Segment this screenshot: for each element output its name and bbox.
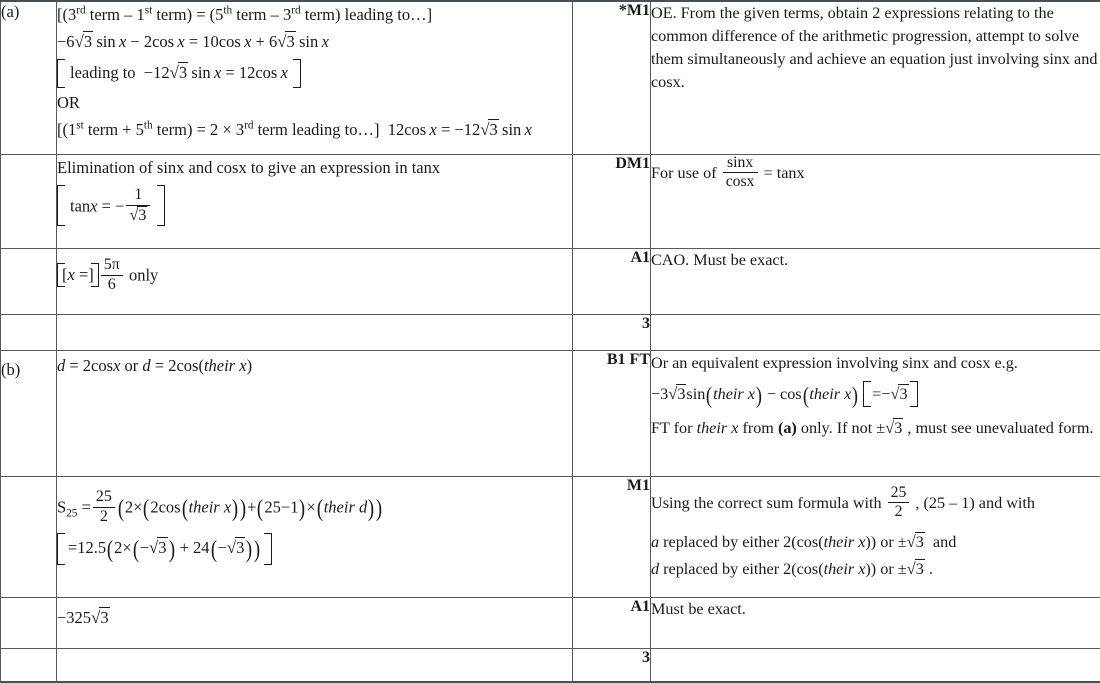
working-line-2: −6√3 sin x − 2cos x = 10cos x + 6√3 sin x <box>57 30 572 54</box>
note-line-3: d replaced by either 2(cos(their x)) or ±√3 . <box>651 557 1100 581</box>
table-row <box>1 1 1100 155</box>
mark-cell-b-total: 3 <box>573 649 651 683</box>
working-cell-b-total <box>57 649 573 683</box>
table-row <box>1 351 1100 477</box>
note-prefix: For use of <box>651 164 717 182</box>
mark-cell-a-total: 3 <box>573 315 651 351</box>
working-line-1: [(3rd term – 1st term) = (5th term – 3rd term) leading to…] <box>57 3 572 27</box>
row-part-label-blank-4 <box>1 477 57 598</box>
row-part-label-blank-2 <box>1 249 57 315</box>
row-part-label-blank-6 <box>1 649 57 683</box>
note-cell-a-dm1 <box>651 155 1100 249</box>
working-line-1: −325√3 <box>57 606 572 630</box>
table-row <box>1 477 1100 598</box>
table-row <box>1 649 1100 683</box>
note-line-2: −3√3sin(their x) − cos(their x) =−√3 <box>651 379 1100 407</box>
note-cell-a-m1: OE. From the given terms, obtain 2 expressions relating to the common difference of the arithmetic progression, attempt to solve them simultaneously and achieve an equation just involving sinx and cosx. <box>651 1 1100 155</box>
mark-cell-b-a1: A1 <box>573 598 651 649</box>
working-line-4-or: OR <box>57 91 572 115</box>
note-cell-a-a1: CAO. Must be exact. <box>651 249 1100 315</box>
row-part-label-b: (b) <box>1 351 57 477</box>
working-line-1: $S_{25}$ = $\frac{25}{2}$ (2×(2cos(their x))+(25−1)×(their d)) <box>57 489 572 525</box>
working-line-1: [x =] $\frac{5\pi}{6}$ only <box>57 257 572 293</box>
mark-cell-a-dm1: DM1 <box>573 155 651 249</box>
mark-cell-b-m1: M1 <box>573 477 651 598</box>
note-line-2: a replaced by either 2(cos(their x)) or ±√3 and <box>651 530 1100 554</box>
row-part-label-blank-5 <box>1 598 57 649</box>
note-suffix: = tanx <box>764 164 805 182</box>
working-cell-b-m1 <box>57 477 573 598</box>
table-row <box>1 249 1100 315</box>
working-line-1: Elimination of sinx and cosx to give an expression in tanx <box>57 156 572 180</box>
mark-cell-a-m1: *M1 <box>573 1 651 155</box>
mark-cell-b-b1: B1 FT <box>573 351 651 477</box>
note-line-1: Or an equivalent expression involving sinx and cosx e.g. <box>651 352 1100 375</box>
note-cell-b-total <box>651 649 1100 683</box>
table-row <box>1 598 1100 649</box>
working-line-1: d = 2cosx or d = 2cos(their x) <box>57 354 572 378</box>
sinx-over-cosx-fraction: $\frac{\sin x}{\cos x}$ <box>723 155 758 191</box>
note-line-3: FT for their x from (a) only. If not ±√3 , must see unevaluated form. <box>651 416 1100 440</box>
table-row <box>1 155 1100 249</box>
note-cell-b-a1: Must be exact. <box>651 598 1100 649</box>
row-part-label-blank-1 <box>1 155 57 249</box>
working-cell-a-a1 <box>57 249 573 315</box>
working-line-5: [(1st term + 5th term) = 2 × 3rd term leading to…] 12cos x = −12√3 sin x <box>57 118 572 142</box>
table-row <box>1 315 1100 351</box>
working-cell-a-dm1 <box>57 155 573 249</box>
working-cell-b-a1 <box>57 598 573 649</box>
working-cell-a-total <box>57 315 573 351</box>
working-line-2-bracketed: tanx = − $\frac{1}{√3}$ <box>57 183 572 226</box>
five-pi-over-six-fraction: $\frac{5\pi}{6}$ <box>101 257 123 293</box>
working-line-3-bracketed: leading to −12√3 sin x = 12cos x <box>57 57 572 87</box>
row-part-label-blank-3 <box>1 315 57 351</box>
note-cell-b-m1 <box>651 477 1100 598</box>
note-line-1: Using the correct sum formula with $\frac{25}{2}$ , (25 – 1) and with <box>651 485 1100 521</box>
working-cell-b-b1 <box>57 351 573 477</box>
note-cell-a-total <box>651 315 1100 351</box>
mark-cell-a-a1: A1 <box>573 249 651 315</box>
note-cell-b-b1 <box>651 351 1100 477</box>
twentyfive-over-two-fraction: $\frac{25}{2}$ <box>888 485 910 521</box>
working-line-2-bracketed: =12.5(2×(−√3) + 24(−√3)) <box>57 531 572 564</box>
row-part-label-a: (a) <box>1 1 57 155</box>
working-cell-a-m1 <box>57 1 573 155</box>
